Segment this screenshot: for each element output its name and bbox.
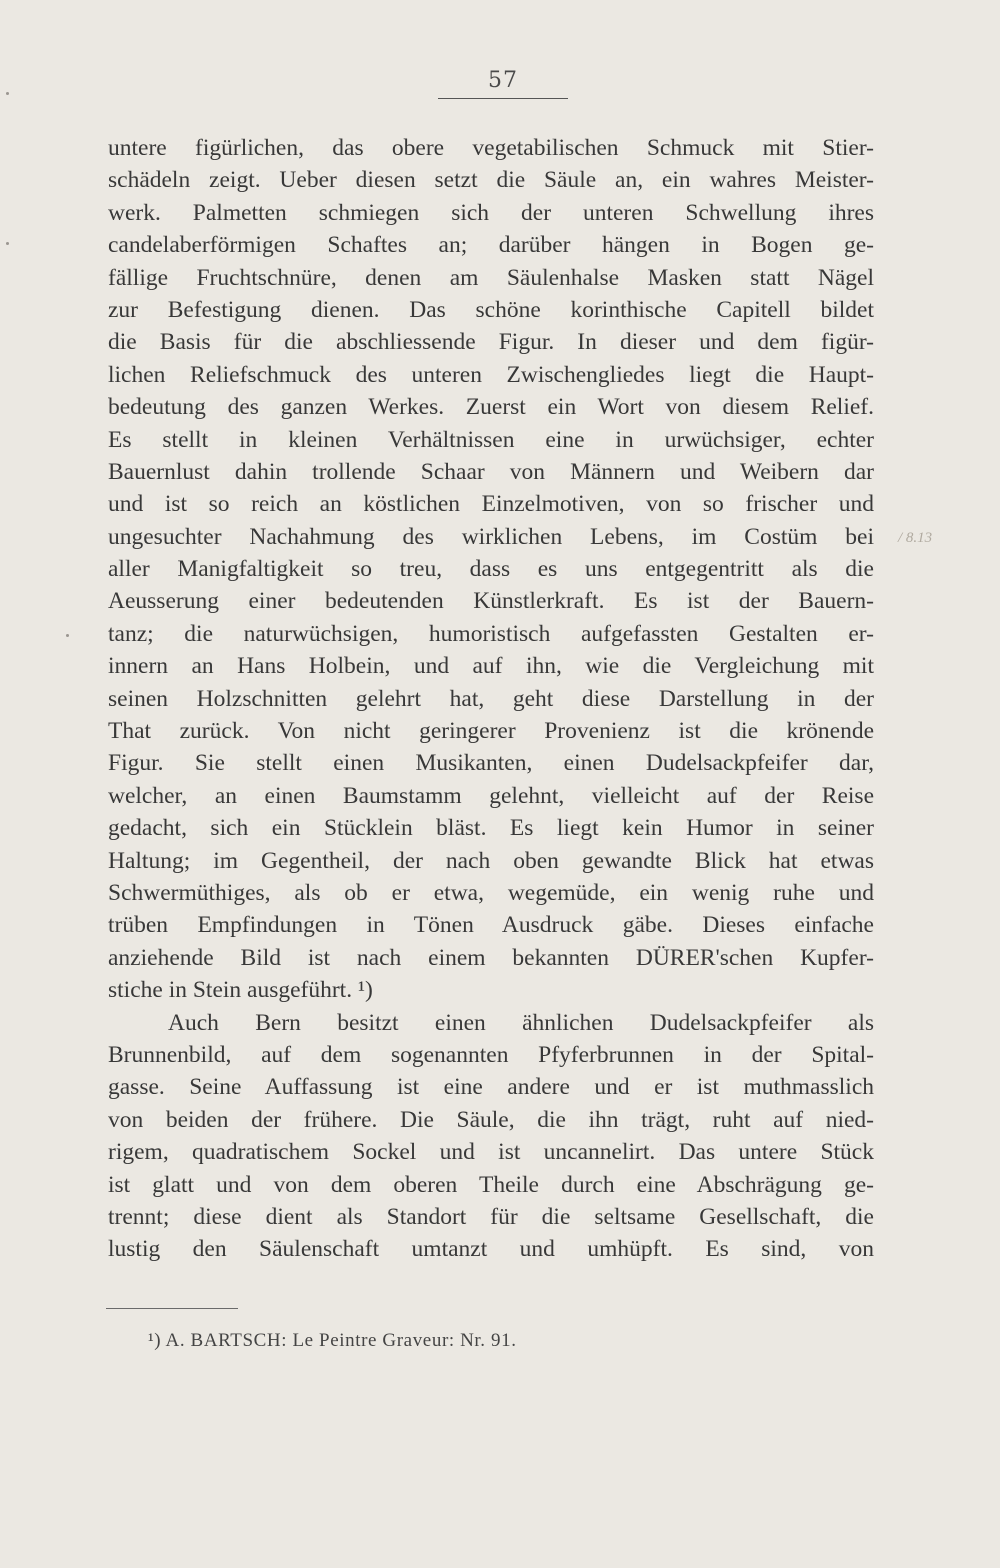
page-number: 57 xyxy=(488,68,518,93)
text-line: lustig den Säulenschaft umtanzt und umhüpft. Es sind, von xyxy=(108,1236,874,1263)
text-line: untere figürlichen, das obere vegetabilischen Schmuck mit Stier- xyxy=(108,135,874,161)
text-line: Auch Bern besitzt einen ähnlichen Dudelsackpfeifer als xyxy=(168,1009,874,1036)
text-line: und ist so reich an köstlichen Einzelmotiven, von so frischer und xyxy=(108,491,874,518)
text-line: Haltung; im Gegentheil, der nach oben gewandte Blick hat etwas xyxy=(108,847,874,874)
text-line: Bauernlust dahin trollende Schaar von Männern und Weibern dar xyxy=(108,458,874,485)
text-line: tanz; die naturwüchsigen, humoristisch aufgefassten Gestalten er- xyxy=(108,620,874,647)
text-line: lichen Reliefschmuck des unteren Zwischengliedes liegt die Haupt- xyxy=(108,361,874,388)
edge-speck xyxy=(6,92,9,95)
text-line: Figur. Sie stellt einen Musikanten, einen Dudelsackpfeifer dar, xyxy=(108,750,874,777)
text-line: bedeutung des ganzen Werkes. Zuerst ein Wort von diesem Relief. xyxy=(108,394,874,421)
footnote-rule xyxy=(106,1308,238,1309)
text-line: schädeln zeigt. Ueber diesen setzt die Säule an, ein wahres Meister- xyxy=(108,167,874,194)
text-line: seinen Holzschnitten gelehrt hat, geht diese Darstellung in der xyxy=(108,685,874,712)
text-line: welcher, an einen Baumstamm gelehnt, vielleicht auf der Reise xyxy=(108,782,874,809)
text-line: zur Befestigung dienen. Das schöne korinthische Capitell bildet xyxy=(108,296,874,323)
text-line: stiche in Stein ausgeführt. ¹) xyxy=(108,977,373,1004)
text-line: gasse. Seine Auffassung ist eine andere und er ist muthmasslich xyxy=(108,1074,874,1101)
body-text xyxy=(108,132,874,1266)
edge-speck xyxy=(66,634,69,637)
text-line: anziehende Bild ist nach einem bekannten DÜRER'schen Kupfer- xyxy=(108,944,874,971)
text-line: Aeusserung einer bedeutenden Künstlerkraft. Es ist der Bauern- xyxy=(108,588,874,615)
footnote: ¹) A. BARTSCH: Le Peintre Graveur: Nr. 91. xyxy=(148,1330,517,1351)
text-line: aller Manigfaltigkeit so treu, dass es uns entgegentritt als die xyxy=(108,556,874,583)
text-line: That zurück. Von nicht geringerer Provenienz ist die krönende xyxy=(108,718,874,745)
header-rule xyxy=(438,98,568,99)
text-line: rigem, quadratischem Sockel und ist uncannelirt. Das untere Stück xyxy=(108,1139,874,1166)
text-line: innern an Hans Holbein, und auf ihn, wie die Vergleichung mit xyxy=(108,653,874,680)
text-line: trennt; diese dient als Standort für die seltsame Gesellschaft, die xyxy=(108,1203,874,1230)
text-line: Brunnenbild, auf dem sogenannten Pfyferbrunnen in der Spital- xyxy=(108,1041,874,1068)
edge-speck xyxy=(6,242,9,245)
text-line: Schwermüthiges, als ob er etwa, wegemüde, ein wenig ruhe und xyxy=(108,879,874,906)
text-line: candelaberförmigen Schaftes an; darüber hängen in Bogen ge- xyxy=(108,232,874,259)
text-line: von beiden der frühere. Die Säule, die ihn trägt, ruht auf nied- xyxy=(108,1106,874,1133)
margin-pencil-note: / 8.13 xyxy=(898,530,933,546)
text-line: Es stellt in kleinen Verhältnissen eine in urwüchsiger, echter xyxy=(108,426,874,453)
text-line: werk. Palmetten schmiegen sich der unteren Schwellung ihres xyxy=(108,199,874,226)
text-line: gedacht, sich ein Stücklein bläst. Es liegt kein Humor in seiner xyxy=(108,815,874,842)
text-line: fällige Fruchtschnüre, denen am Säulenhalse Masken statt Nägel xyxy=(108,264,874,291)
text-line: trüben Empfindungen in Tönen Ausdruck gäbe. Dieses einfache xyxy=(108,912,874,939)
text-line: die Basis für die abschliessende Figur. In dieser und dem figür- xyxy=(108,329,874,356)
text-line: ungesuchter Nachahmung des wirklichen Lebens, im Costüm bei xyxy=(108,523,874,550)
text-line: ist glatt und von dem oberen Theile durch eine Abschrägung ge- xyxy=(108,1171,874,1198)
